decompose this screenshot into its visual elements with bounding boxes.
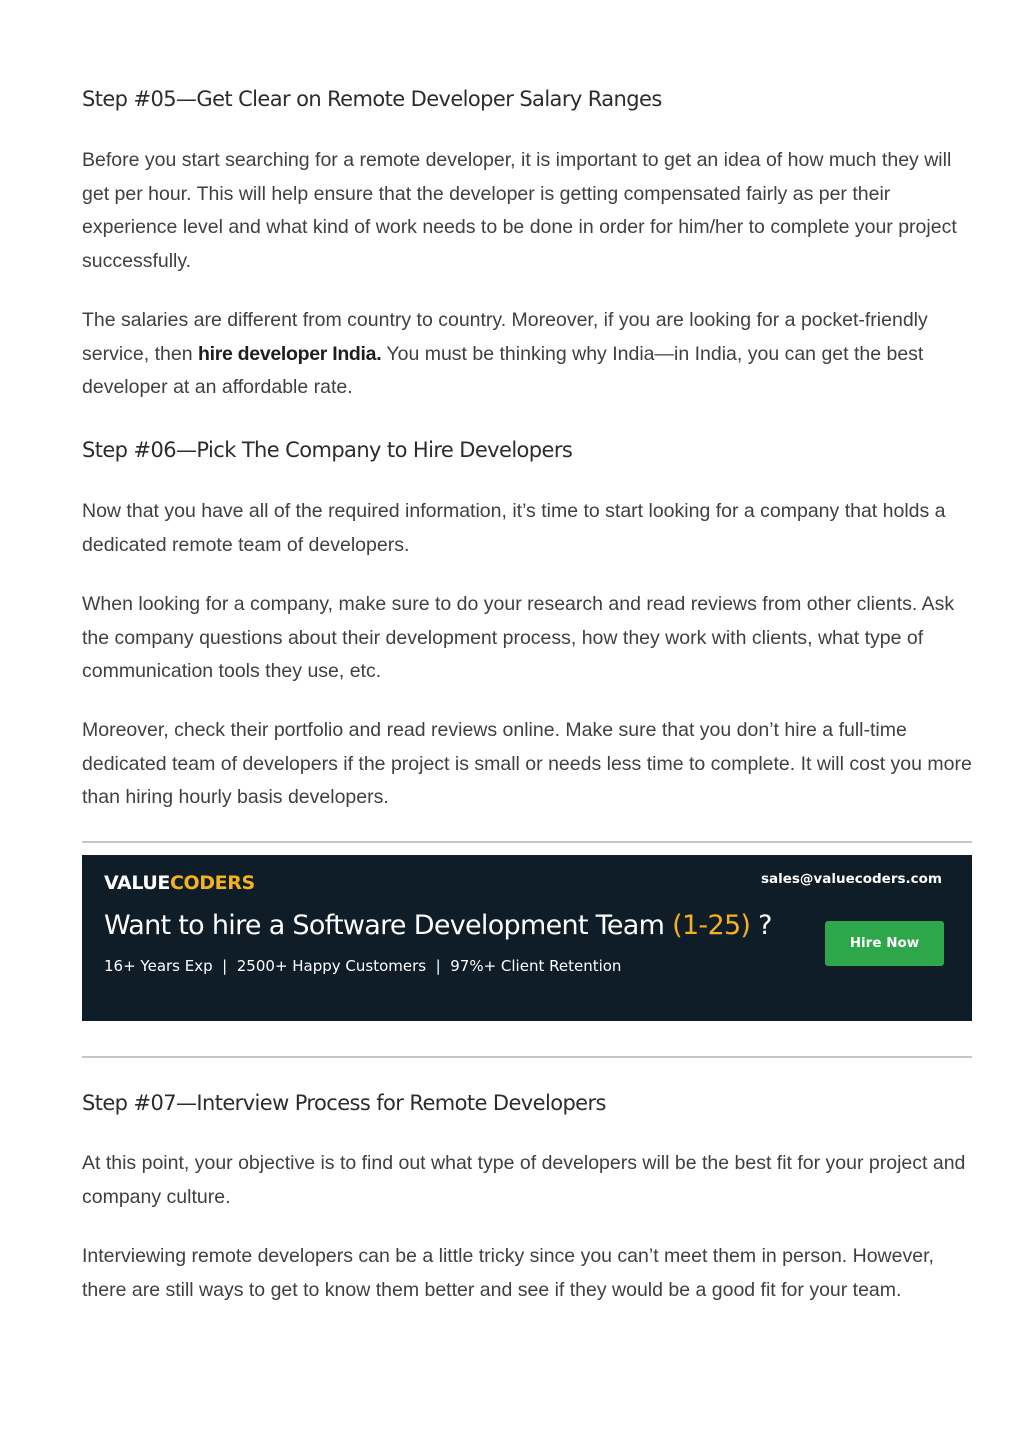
contact-email[interactable]: sales@valuecoders.com xyxy=(760,871,942,887)
step05-paragraph-2-text-end: You must be thinking why India—in India, you can get the best developer at an affordable rate. xyxy=(82,342,924,399)
step06-paragraph-2: When looking for a company, make sure to do your research and read reviews from other clients. Ask the company questions about their development process, how they work with clients, what type of communication tools they use, etc. xyxy=(82,593,955,683)
step05-paragraph-1: Before you start searching for a remote developer, it is important to get an idea of how much they will get per hour. This will help ensure that the developer is getting compensated fairly as per their experience level and what kind of work needs to be done in order for him/her to complete your project successfully. xyxy=(82,149,957,272)
banner-stats: 16+ Years Exp | 2500+ Happy Customers | 97%+ Client Retention xyxy=(104,957,622,975)
valuecoders-logo: VALUECODERS xyxy=(104,872,255,894)
team-size-highlight: (1-25) xyxy=(672,910,751,941)
step05-heading: Step #05—Get Clear on Remote Developer Salary Ranges xyxy=(82,87,662,111)
step06-heading: Step #06—Pick The Company to Hire Developers xyxy=(82,438,573,462)
hire-developer-india-link[interactable]: hire developer India. xyxy=(197,342,382,365)
divider-top xyxy=(82,841,972,843)
hire-now-button[interactable]: Hire Now xyxy=(825,921,944,966)
step06-paragraph-1: Now that you have all of the required information, it’s time to start looking for a company that holds a dedicated remote team of developers. xyxy=(82,500,946,556)
step07-paragraph-2: Interviewing remote developers can be a little tricky since you can’t meet them in person. However, there are still ways to get to know them better and see if they would be a good fit for your team. xyxy=(82,1245,934,1301)
step05-paragraph-2-text-start: The salaries are different from country to country. Moreover, if you are looking for a pocket-friendly service, then xyxy=(82,309,928,365)
banner-headline: Want to hire a Software Development Team (1-25) ? xyxy=(104,910,772,941)
step06-paragraph-3: Moreover, check their portfolio and read reviews online. Make sure that you don’t hire a full-time dedicated team of developers if the project is small or needs less time to complete. It will cost you more than hiring hourly basis developers. xyxy=(82,719,972,809)
step07-heading: Step #07—Interview Process for Remote Developers xyxy=(82,1091,606,1115)
step07-paragraph-1: At this point, your objective is to find out what type of developers will be the best fit for your project and company culture. xyxy=(82,1152,966,1208)
step05-paragraph-2 xyxy=(82,304,972,405)
divider-bottom xyxy=(82,1056,972,1058)
valuecoders-ad-banner[interactable] xyxy=(82,855,972,1021)
